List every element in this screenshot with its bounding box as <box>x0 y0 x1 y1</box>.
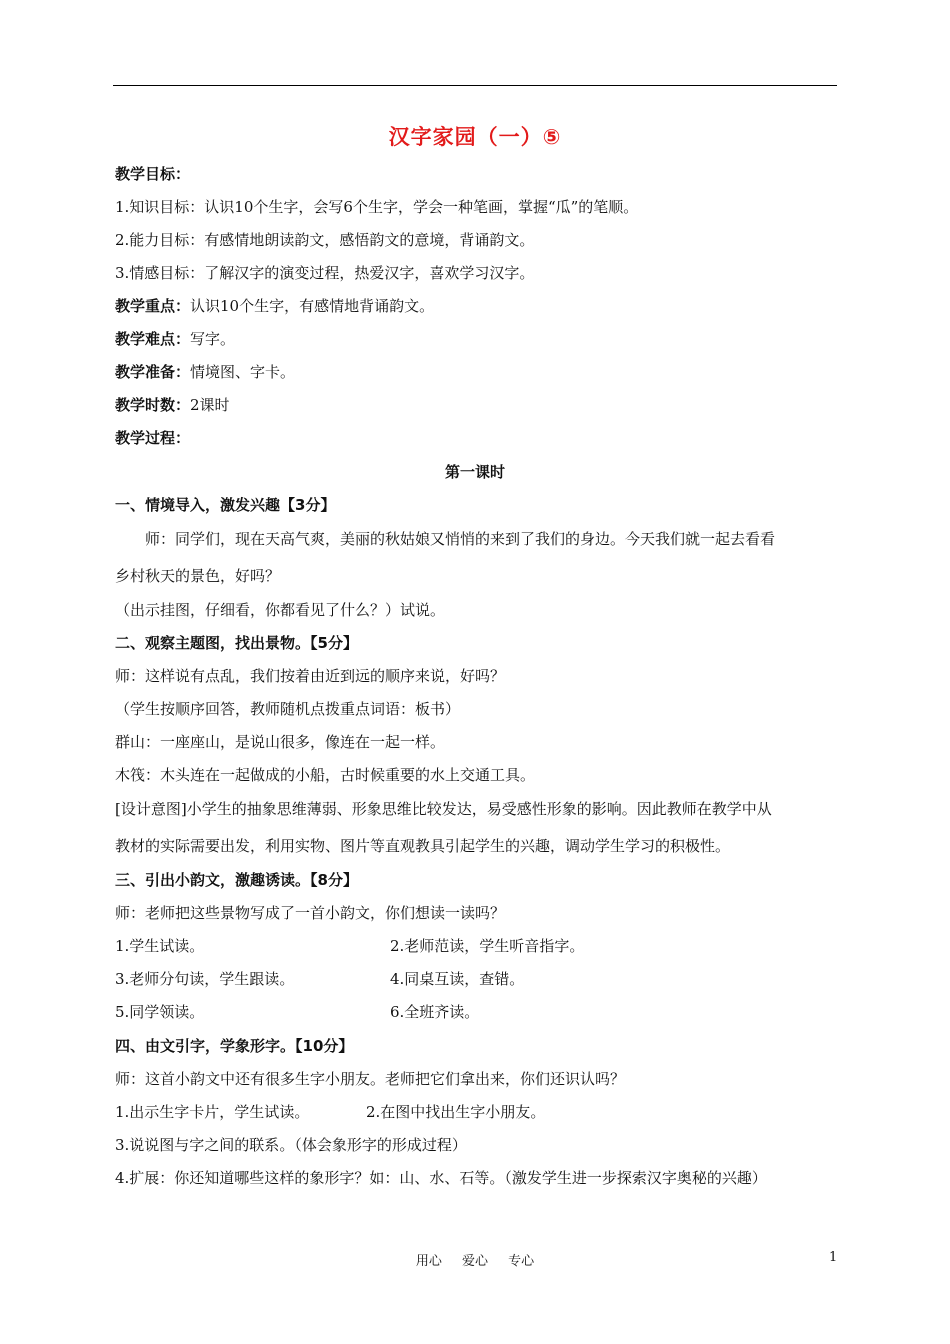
section-2-p1: 师：这样说有点乱，我们按着由近到远的顺序来说，好吗？ <box>115 667 506 685</box>
section-4-step-4: 4.扩展：你还知道哪些这样的象形字？如：山、水、石等。（激发学生进一步探索汉字奥秘的兴趣） <box>115 1169 767 1187</box>
section-4-step-2: 2.在图中找出生字小朋友。 <box>366 1103 546 1121</box>
prep-label: 教学准备： <box>115 363 191 381</box>
footer-word: 专心 <box>508 1254 535 1269</box>
page-title: 汉字家园（一）⑤ <box>388 125 562 149</box>
section-2-p3: 群山：一座座山，是说山很多，像连在一起一样。 <box>115 733 446 751</box>
section-4-heading: 四、由文引字，学象形字。【10分】 <box>115 1037 354 1055</box>
teaching-hours <box>115 395 230 415</box>
difficulty-text: 写字。 <box>190 330 236 348</box>
difficulty-label: 教学难点： <box>115 330 191 348</box>
section-2-heading: 二、观察主题图，找出景物。【5分】 <box>115 634 358 652</box>
section-1-paragraph-cont: 乡村秋天的景色，好吗？ <box>115 567 281 585</box>
section-4-step-1: 1.出示生字卡片，学生试读。 <box>115 1103 310 1121</box>
footer-word: 爱心 <box>461 1254 488 1269</box>
preparation <box>115 362 295 382</box>
design-intent-cont: 教材的实际需要出发，利用实物、图片等直观教具引起学生的兴趣，调动学生学习的积极性。 <box>115 837 731 855</box>
design-intent: [设计意图]小学生的抽象思维薄弱、形象思维比较发达，易受感性形象的影响。因此教师在教学中从 <box>115 800 772 818</box>
section-3-heading: 三、引出小韵文，激趣诱读。【8分】 <box>115 871 358 889</box>
step-item: 2.老师范读，学生听音指字。 <box>390 937 585 955</box>
footer-word: 用心 <box>415 1254 442 1269</box>
prep-text: 情境图、字卡。 <box>190 363 296 381</box>
section-2-p2: （学生按顺序回答，教师随机点拨重点词语：板书） <box>115 700 461 718</box>
key-point <box>115 296 434 316</box>
goal-3: 3.情感目标：了解汉字的演变过程，热爱汉字，喜欢学习汉字。 <box>115 264 535 282</box>
section-4-p1: 师：这首小韵文中还有很多生字小朋友。老师把它们拿出来，你们还识认吗？ <box>115 1070 626 1088</box>
section-2-p4: 木筏：木头连在一起做成的小船，古时候重要的水上交通工具。 <box>115 766 536 784</box>
lesson-heading: 第一课时 <box>444 463 505 481</box>
goals-heading: 教学目标： <box>115 165 191 183</box>
step-item: 3.老师分句读，学生跟读。 <box>115 970 295 988</box>
section-1-heading: 一、情境导入，激发兴趣【3分】 <box>115 496 336 514</box>
key-label: 教学重点： <box>115 297 191 315</box>
page-number: 1 <box>829 1250 838 1265</box>
step-item: 1.学生试读。 <box>115 937 205 955</box>
step-item: 5.同学领读。 <box>115 1003 205 1021</box>
section-4-step-3: 3.说说图与字之间的联系。（体会象形字的形成过程） <box>115 1136 467 1154</box>
hours-text: 2课时 <box>190 396 230 414</box>
difficulty <box>115 329 235 349</box>
section-1-paragraph: 师：同学们，现在天高气爽，美丽的秋姑娘又悄悄的来到了我们的身边。今天我们就一起去看看 <box>145 530 776 548</box>
hours-label: 教学时数： <box>115 396 191 414</box>
section-1-note: （出示挂图，仔细看，你都看见了什么？）试说。 <box>115 601 446 619</box>
goal-2: 2.能力目标：有感情地朗读韵文，感悟韵文的意境，背诵韵文。 <box>115 231 535 249</box>
section-3-p1: 师：老师把这些景物写成了一首小韵文，你们想读一读吗？ <box>115 904 506 922</box>
goal-1: 1.知识目标：认识10个生字，会写6个生字，学会一种笔画，掌握“瓜”的笔顺。 <box>115 198 639 216</box>
page-footer <box>0 1250 950 1269</box>
process-heading: 教学过程： <box>115 429 191 447</box>
key-text: 认识10个生字，有感情地背诵韵文。 <box>190 297 435 315</box>
header-rule <box>113 85 837 86</box>
step-item: 4.同桌互读，查错。 <box>390 970 525 988</box>
step-item: 6.全班齐读。 <box>390 1003 480 1021</box>
